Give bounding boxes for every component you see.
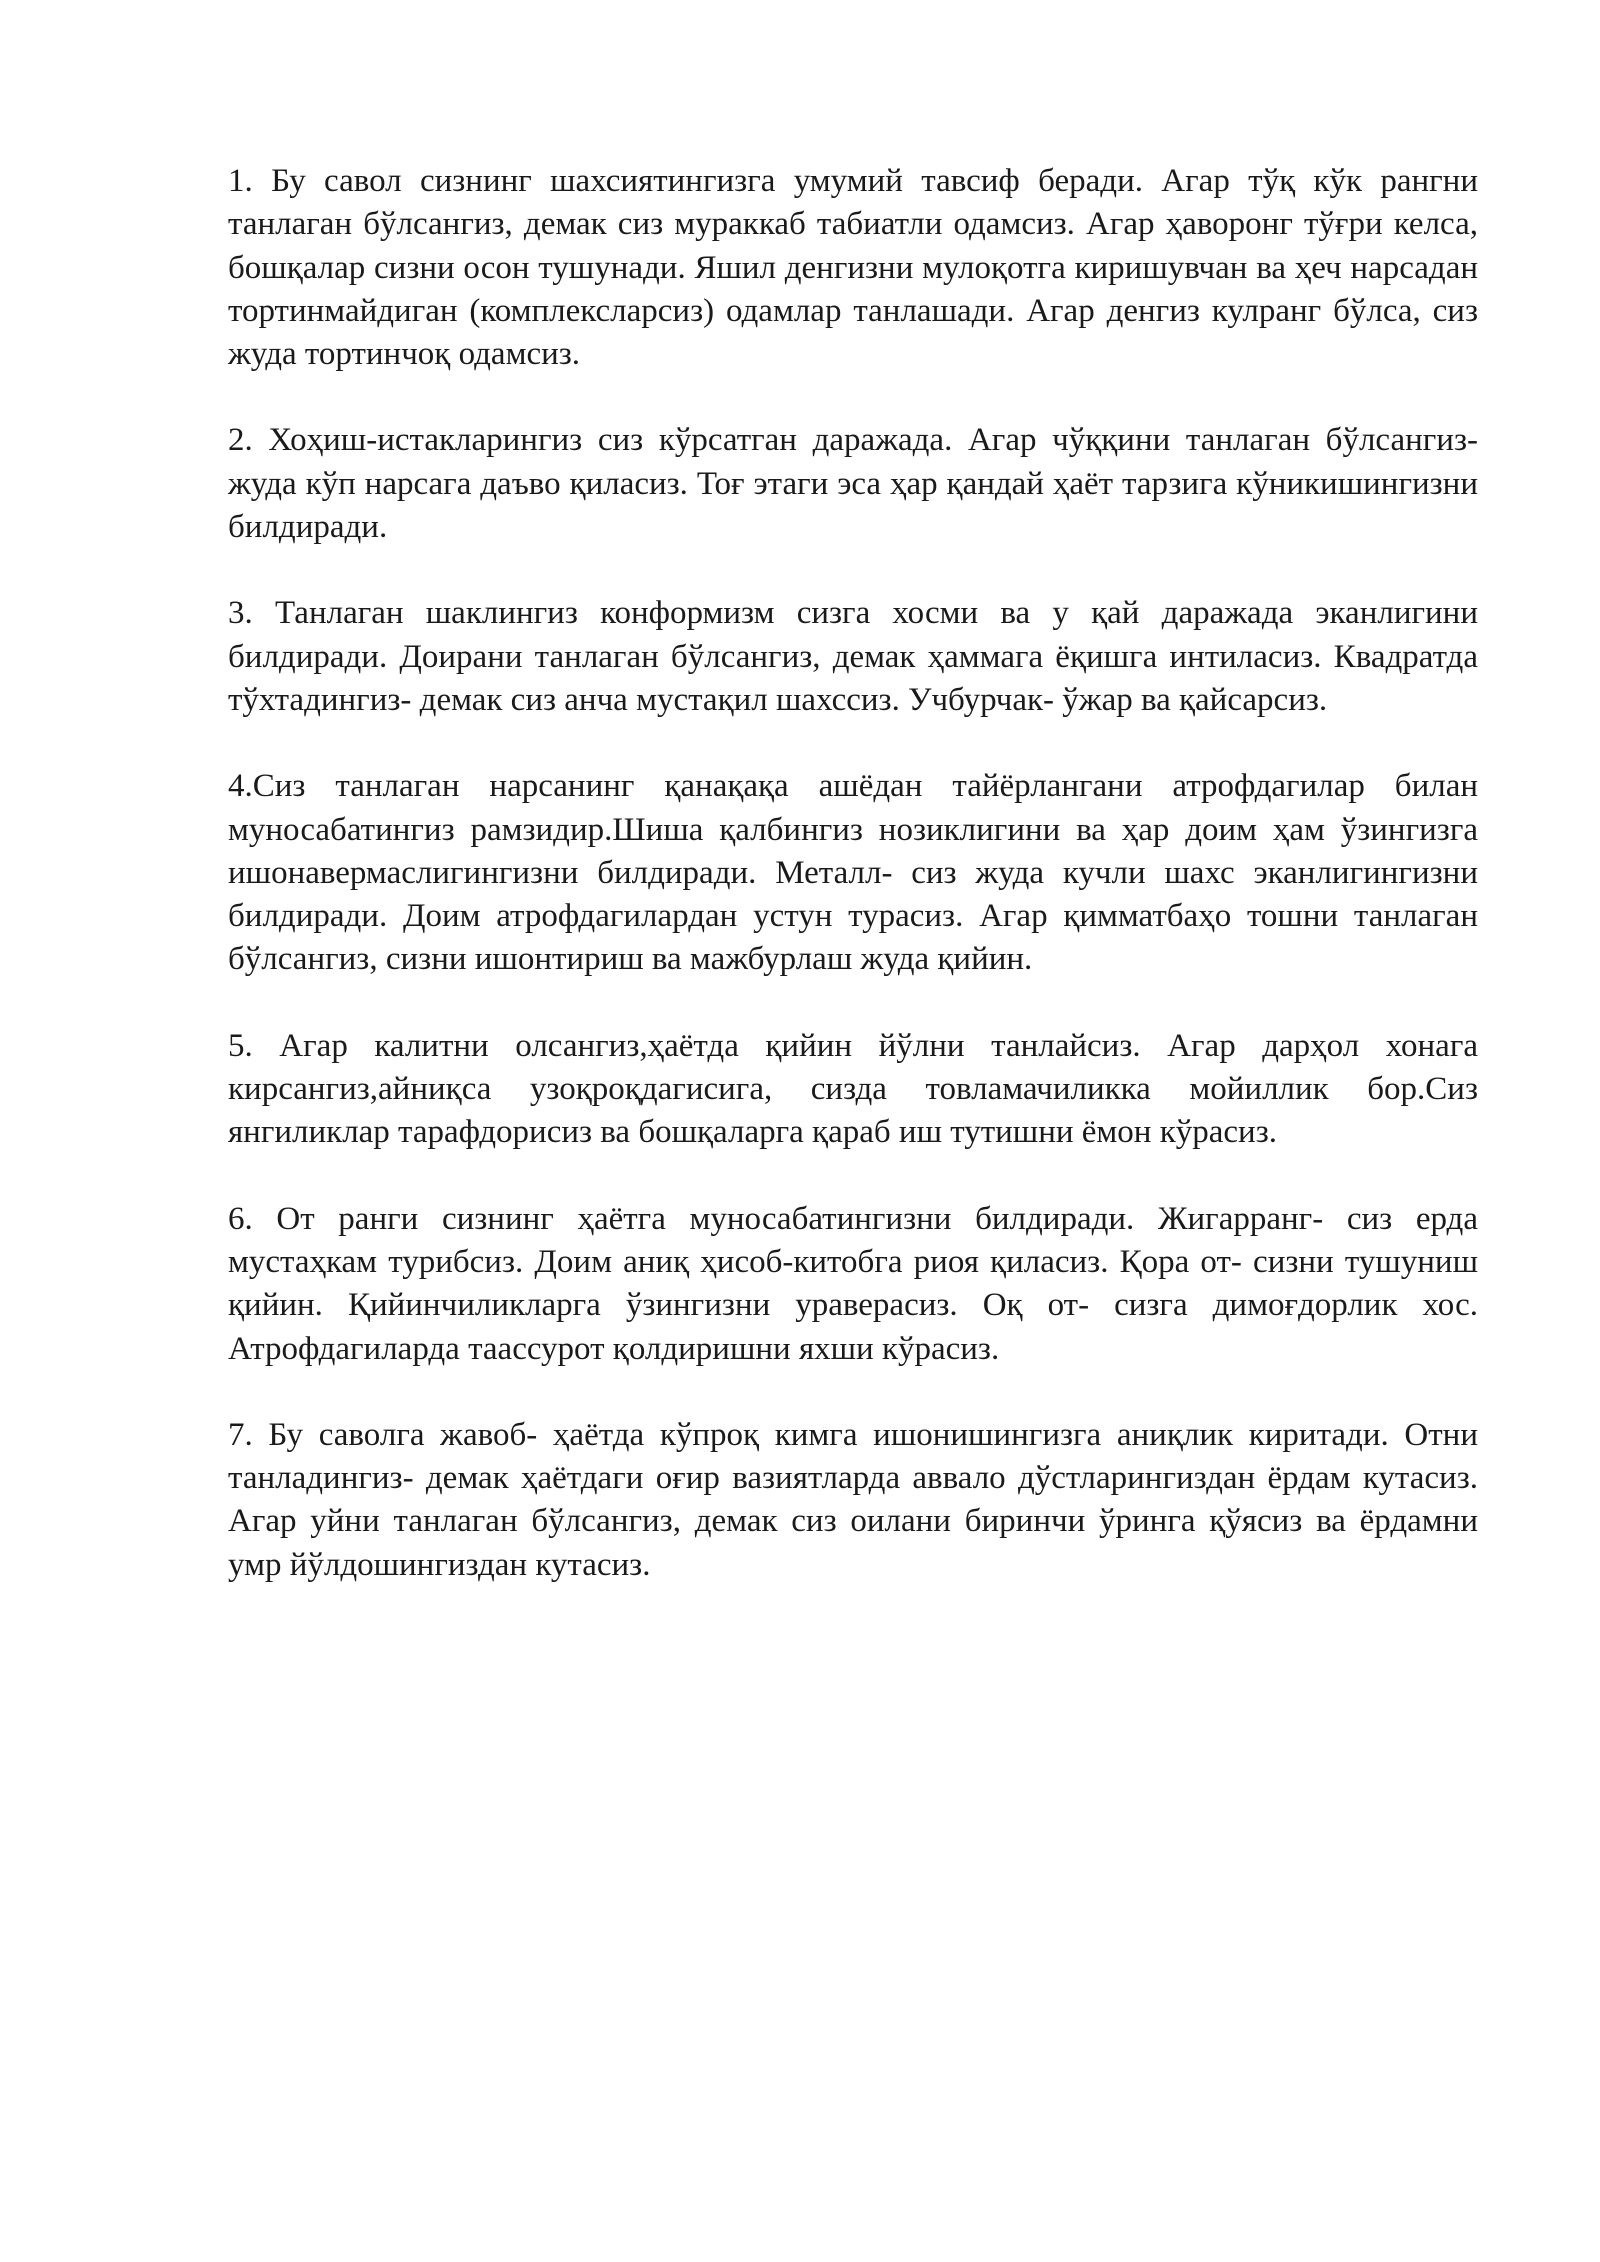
paragraph-3: 3. Танлаган шаклингиз конформизм сизга хосми ва у қай даражада эканлигини билдиради. Доирани танлаган бўлсангиз, демак ҳаммага ёқишга интиласиз. Квадратда тўхтадингиз- демак сиз анча мустақил шахссиз. Учбурчак- ўжар ва қайсарсиз. — [228, 595, 1478, 718]
paragraph-5: 5. Агар калитни олсангиз,ҳаётда қийин йўлни танлайсиз. Агар дарҳол хонага кирсангиз,айниқса узоқроқдагисига, сизда товламачиликка мойиллик бор.Сиз янгиликлар тарафдорисиз ва бошқаларга қараб иш тутишни ёмон кўрасиз. — [228, 1027, 1478, 1151]
paragraph-6: 6. От ранги сизнинг ҳаётга муносабатингизни билдиради. Жигарранг- сиз ерда мустаҳкам турибсиз. Доим аниқ ҳисоб-китобга риоя қиласиз. Қора от- сизни тушуниш қийин. Қийинчиликларга ўзингизни ураверасиз. Оқ от- сизга димоғдорлик хос. Атрофдагиларда таассурот қолдиришни яхши кўрасиз. — [228, 1200, 1478, 1367]
paragraph-4: 4.Сиз танлаган нарсанинг қанақақа ашёдан тайёрлангани атрофдагилар билан муносабатингиз рамзидир.Шиша қалбингиз нозиклигини ва ҳар доим ҳам ўзингизга ишонавермаслигингизни билдиради. Металл- сиз жуда кучли шахс эканлигингизни билдиради. Доим атрофдагилардан устун турасиз. Агар қимматбаҳо тошни танлаган бўлсангиз, сизни ишонтириш ва мажбурлаш жуда қийин. — [228, 768, 1478, 978]
paragraph-1: 1. Бу савол сизнинг шахсиятингизга умумий тавсиф беради. Агар тўқ кўк рангни танлаган бўлсангиз, демак сиз мураккаб табиатли одамсиз. Агар ҳаворонг тўғри келса, бошқалар сизни осон тушунади. Яшил денгизни мулоқотга киришувчан ва ҳеч нарсадан тортинмайдиган (комплексларсиз) одамлар танлашади. Агар денгиз кулранг бўлса, сиз жуда тортинчоқ одамсиз. — [228, 163, 1478, 373]
paragraph-2: 2. Хоҳиш-истакларингиз сиз кўрсатган даражада. Агар чўққини танлаган бўлсангиз- жуда кўп нарсага даъво қиласиз. Тоғ этаги эса ҳар қандай ҳаёт тарзига кўникишингизни билдиради. — [228, 422, 1478, 546]
document-body — [228, 160, 1478, 1587]
paragraph-7: 7. Бу саволга жавоб- ҳаётда кўпроқ кимга ишонишингизга аниқлик киритади. Отни танладингиз- демак ҳаётдаги оғир вазиятларда аввало дўстларингиздан ёрдам кутасиз. Агар уйни танлаган бўлсангиз, демак сиз оилани биринчи ўринга қўясиз ва ёрдамни умр йўлдошингиздан кутасиз. — [228, 1416, 1478, 1583]
